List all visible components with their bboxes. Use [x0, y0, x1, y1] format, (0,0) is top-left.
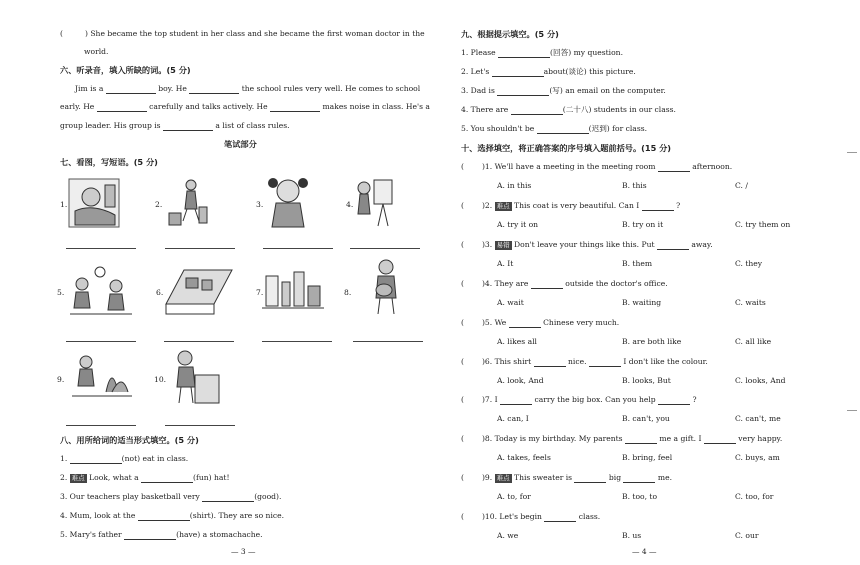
difficulty-tag: 易错 — [496, 241, 510, 249]
mcq-option[interactable]: B. waiting — [622, 298, 662, 307]
mcq-option[interactable]: B. try on it — [622, 220, 664, 229]
mcq-question: ( )9. 难点 This sweater is big me. — [461, 473, 673, 482]
blank[interactable] — [138, 512, 190, 521]
mcq-option[interactable]: A. to, for — [497, 492, 531, 501]
blank[interactable] — [498, 49, 550, 58]
answer-line[interactable] — [262, 341, 332, 342]
section6-title: 六、听录音，填入所缺的词。(5 分) — [60, 65, 191, 75]
difficulty-tag: 难点 — [496, 474, 510, 482]
mcq-option[interactable]: A. in this — [497, 181, 532, 190]
mcq-option[interactable]: C. all like — [735, 337, 772, 346]
blank[interactable] — [511, 106, 563, 115]
section6-line3: group leader. His group is a list of class rules. — [60, 121, 290, 130]
science-lab-picture — [262, 268, 324, 318]
answer-line[interactable] — [164, 341, 234, 342]
margin-mark — [847, 152, 857, 163]
prev-question-line2: world. — [84, 47, 109, 56]
mcq-option[interactable]: C. try them on — [735, 220, 791, 229]
difficulty-tag: 难点 — [496, 202, 510, 210]
blank[interactable] — [70, 455, 122, 464]
painting-girl-picture — [352, 174, 397, 229]
blank[interactable] — [574, 474, 606, 483]
page-number: — 3 — — [231, 547, 256, 556]
written-section-title: 笔试部分 — [224, 139, 257, 149]
section8-item3: 3. Our teachers play basketball very (good). — [60, 492, 282, 501]
pic-number: 9. — [57, 375, 65, 384]
mcq-option[interactable]: C. too, for — [735, 492, 774, 501]
mcq-option[interactable]: A. look, And — [497, 376, 544, 385]
blank[interactable] — [202, 493, 254, 502]
mcq-option[interactable]: B. are both like — [622, 337, 682, 346]
prev-question: ( ) She became the top student in her class and she became the first woman doctor in the — [60, 29, 425, 38]
section8-title: 八、用所给词的适当形式填空。(5 分) — [60, 435, 199, 445]
mcq-question: ( )4. They are outside the doctor's office. — [461, 279, 668, 288]
pic-number: 5. — [57, 288, 65, 297]
answer-line[interactable] — [66, 341, 136, 342]
answer-paren[interactable]: ( — [461, 434, 464, 443]
mcq-question: ( )5. We Chinese very much. — [461, 318, 620, 327]
blank[interactable] — [141, 474, 193, 483]
section6-line1: Jim is a boy. He the school rules very well. He comes to school — [75, 84, 421, 93]
mcq-option[interactable]: C. buys, am — [735, 453, 780, 462]
blank[interactable] — [492, 68, 544, 77]
section8-item5: 5. Mary's father (have) a stomachache. — [60, 530, 263, 539]
answer-paren[interactable]: ( — [461, 162, 464, 171]
mcq-option[interactable]: C. looks, And — [735, 376, 786, 385]
answer-line[interactable] — [353, 341, 423, 342]
answer-paren[interactable]: ( — [461, 201, 464, 210]
mcq-option[interactable]: C. waits — [735, 298, 766, 307]
blank[interactable] — [657, 241, 689, 250]
section8-item4: 4. Mum, look at the (shirt). They are so nice. — [60, 511, 285, 520]
answer-line[interactable] — [66, 425, 136, 426]
blank[interactable] — [106, 85, 156, 94]
page-number: — 4 — — [632, 547, 657, 556]
mcq-option[interactable]: B. this — [622, 181, 647, 190]
section7-title: 七、看图，写短语。(5 分) — [60, 157, 158, 167]
mcq-option[interactable]: C. / — [735, 181, 748, 190]
section9-item2: 2. Let's about(谈论) this picture. — [461, 67, 636, 76]
mcq-option[interactable]: B. can't, you — [622, 414, 670, 423]
cleaning-boy-picture — [165, 177, 210, 229]
answer-line[interactable] — [350, 248, 420, 249]
mcq-option[interactable]: A. takes, feels — [497, 453, 551, 462]
answer-paren[interactable]: ( — [461, 357, 464, 366]
blank[interactable] — [642, 202, 674, 211]
section8-item2: 2. 难点 Look, what a (fun) hat! — [60, 473, 230, 482]
answer-paren[interactable]: ( — [461, 395, 464, 404]
section10-title: 十、选择填空，将正确答案的序号填入题前括号。(15 分) — [461, 143, 672, 153]
difficulty-tag: 难点 — [71, 474, 85, 482]
pic-number: 4. — [346, 200, 354, 209]
mcq-question: ( )3. 易错 Don't leave your things like this. Put away. — [461, 240, 713, 249]
sick-girl-picture — [264, 175, 312, 230]
mcq-question: ( )10. Let's begin class. — [461, 512, 601, 521]
blank[interactable] — [589, 358, 621, 367]
answer-paren[interactable]: ( — [461, 240, 464, 249]
mcq-question: ( )1. We'll have a meeting in the meeting room afternoon. — [461, 162, 733, 171]
answer-paren[interactable]: ( — [461, 279, 464, 288]
answer-paren[interactable]: ( — [461, 473, 464, 482]
answer-paren[interactable]: ( — [461, 318, 464, 327]
mcq-option[interactable]: A. wait — [497, 298, 524, 307]
blank[interactable] — [537, 125, 589, 134]
pic-number: 10. — [154, 375, 167, 384]
pic-number: 7. — [256, 288, 264, 297]
section8-item1: 1. (not) eat in class. — [60, 454, 189, 463]
mcq-option[interactable]: B. them — [622, 259, 653, 268]
section9-title: 九、根据提示填空。(5 分) — [461, 29, 559, 39]
pic-number: 2. — [155, 200, 163, 209]
carrying-box-picture — [171, 349, 223, 407]
blank[interactable] — [189, 85, 239, 94]
mcq-question: ( )6. This shirt nice. I don't like the colour. — [461, 357, 708, 366]
sleeping-boy-picture — [67, 177, 122, 229]
answer-line[interactable] — [263, 248, 333, 249]
answer-line[interactable] — [165, 425, 235, 426]
answer-line[interactable] — [66, 248, 136, 249]
mcq-option[interactable]: C. our — [735, 531, 759, 540]
blank[interactable] — [163, 122, 213, 131]
blank[interactable] — [704, 435, 736, 444]
blank[interactable] — [544, 513, 576, 522]
blank[interactable] — [124, 531, 176, 540]
pic-number: 8. — [344, 288, 352, 297]
mcq-question: ( )2. 难点 This coat is very beautiful. Can I ? — [461, 201, 681, 210]
blank[interactable] — [509, 319, 541, 328]
blank[interactable] — [497, 87, 549, 96]
blank[interactable] — [500, 396, 532, 405]
blank[interactable] — [270, 103, 320, 112]
blank[interactable] — [531, 280, 563, 289]
mcq-option[interactable]: B. us — [622, 531, 642, 540]
pic-number: 1. — [60, 200, 68, 209]
blank[interactable] — [658, 163, 690, 172]
mcq-option[interactable]: A. we — [497, 531, 519, 540]
section9-item5: 5. You shouldn't be (迟到) for class. — [461, 124, 648, 133]
mcq-option[interactable]: C. they — [735, 259, 763, 268]
answer-paren[interactable]: ( — [461, 512, 464, 521]
mcq-option[interactable]: A. can, I — [497, 414, 529, 423]
pic-number: 3. — [256, 200, 264, 209]
answer-line[interactable] — [165, 248, 235, 249]
mcq-option[interactable]: A. likes all — [497, 337, 537, 346]
prev-question-line1: She became the top student in her class and she became the first woman doctor in the — [90, 29, 425, 38]
section9-item3: 3. Dad is (写) an email on the computer. — [461, 86, 666, 95]
blank[interactable] — [625, 435, 657, 444]
blank[interactable] — [534, 358, 566, 367]
margin-mark — [847, 410, 857, 421]
blank[interactable] — [97, 103, 147, 112]
mcq-option[interactable]: B. looks, But — [622, 376, 671, 385]
planting-boy-picture — [72, 352, 132, 400]
section9-item4: 4. There are (二十八) students in our class. — [461, 105, 676, 114]
mcq-option[interactable]: A. It — [497, 259, 514, 268]
mcq-option[interactable]: A. try it on — [497, 220, 539, 229]
playing-football-picture — [66, 264, 136, 319]
blank[interactable] — [658, 396, 690, 405]
blank[interactable] — [623, 474, 655, 483]
mcq-question: ( )7. I carry the big box. Can you help ? — [461, 395, 697, 404]
mcq-question: ( )8. Today is my birthday. My parents me a gift. I very happy. — [461, 434, 783, 443]
section6-line2: early. He carefully and talks actively. He makes noise in class. He's a — [60, 102, 430, 111]
classroom-picture — [164, 264, 234, 319]
section9-item1: 1. Please (回答) my question. — [461, 48, 623, 57]
mcq-option[interactable]: C. can't, me — [735, 414, 781, 423]
pic-number: 6. — [156, 288, 164, 297]
mcq-option[interactable]: B. too, to — [622, 492, 658, 501]
mcq-option[interactable]: B. bring, feel — [622, 453, 673, 462]
guitar-boy-picture — [366, 258, 406, 318]
